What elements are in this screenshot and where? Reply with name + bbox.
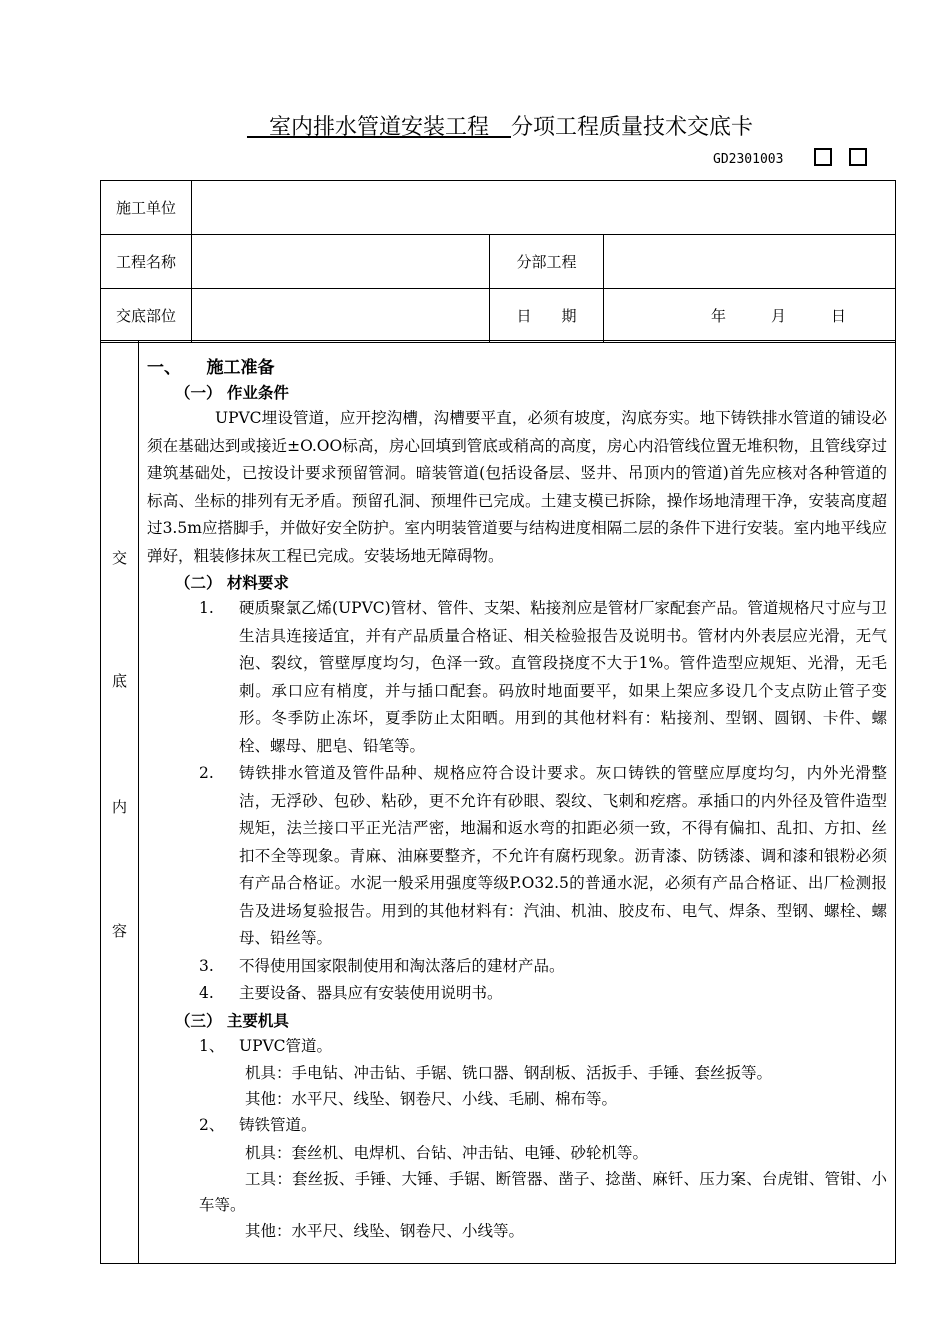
- title-card: 分项工程质量技术交底卡: [511, 115, 754, 140]
- content-body: [147, 353, 887, 1244]
- side-label: 底: [111, 672, 127, 690]
- tool-line: 工具：套丝扳、手锤、大锤、手锯、断管器、凿子、捻凿、麻钎、压力案、台虎钳、管钳、小车等。: [199, 1169, 887, 1214]
- tool-line: 机具：套丝机、电焊机、台钻、冲击钻、电锤、砂轮机等。: [245, 1143, 649, 1162]
- side-label: 容: [111, 922, 127, 940]
- work-conditions-text: UPVC埋设管道，应开挖沟槽，沟槽要平直，必须有坡度，沟底夯实。地下铸铁排水管道的铺设必须在基础达到或接近±O.OO标高，房心回填到管底或稍高的高度，房心内沿管线位置无堆积物，且管线穿过建筑基础处，已按设计要求预留管洞。暗装管道(包括设备层、竖井、吊顶内的管道)首先应核对各种管道的标高、坐标的排列有无矛盾。预留孔洞、预埋件已完成。土建支模已拆除，操作场地清理干净，安装高度超过3.5m应搭脚手，并做好安全防护。室内明装管道要与结构进度相隔二层的条件下进行安装。室内地平线应弹好，粗装修抹灰工程已完成。安装场地无障碍物。: [147, 409, 887, 565]
- title-project: 室内排水管道安装工程: [246, 115, 511, 140]
- unit-field[interactable]: [192, 181, 896, 235]
- subsection-heading: （三） 主要机具: [175, 1010, 289, 1030]
- unit-label: 施工单位: [101, 181, 192, 235]
- list-number: 2.: [199, 764, 214, 782]
- location-label: 交底部位: [101, 289, 192, 343]
- tool-line: 机具：手电钻、冲击钻、手锯、铣口器、钢刮板、活扳手、手锤、套丝扳等。: [245, 1064, 773, 1082]
- list-item: [147, 760, 887, 953]
- list-text: 主要设备、器具应有安装使用说明书。: [239, 984, 503, 1002]
- location-field[interactable]: [192, 289, 490, 343]
- list-number: 4.: [199, 984, 214, 1002]
- subproject-field[interactable]: [604, 235, 896, 289]
- content-section: [100, 340, 896, 1264]
- checkbox-1[interactable]: [814, 148, 832, 166]
- tool-line: 其他：水平尺、线坠、钢卷尺、小线等。: [245, 1221, 525, 1240]
- side-label: 交: [111, 549, 127, 567]
- list-text: UPVC管道。: [239, 1036, 333, 1055]
- side-label: 内: [111, 798, 127, 816]
- tool-line: 其他：水平尺、线坠、钢卷尺、小线、毛刷、棉布等。: [245, 1090, 618, 1108]
- list-item: [147, 1112, 887, 1140]
- list-number: 2、: [199, 1116, 225, 1134]
- subsection-heading: （一） 作业条件: [175, 383, 289, 402]
- list-item: [147, 1033, 887, 1061]
- section-heading: 一、 施工准备: [147, 358, 275, 378]
- date-value[interactable]: 年 月 日: [604, 289, 896, 343]
- project-field[interactable]: [192, 235, 490, 289]
- project-label: 工程名称: [101, 235, 192, 289]
- checkbox-2[interactable]: [849, 148, 867, 166]
- date-label: 日 期: [490, 289, 604, 343]
- doc-code: GD2301003: [713, 152, 784, 167]
- list-item: [147, 980, 887, 1008]
- header-table: [100, 180, 896, 343]
- list-number: 1、: [199, 1036, 225, 1055]
- list-text: 铸铁排水管道及管件品种、规格应符合设计要求。灰口铸铁的管壁应厚度均匀，内外光滑整洁，无浮砂、包砂、粘砂，更不允许有砂眼、裂纹、飞刺和疙瘩。承插口的内外径及管件造型规矩，法兰接口平正光洁严密，地漏和返水弯的扣距必须一致，不得有偏扣、乱扣、方扣、丝扣不全等现象。青麻、油麻要整齐，不允许有腐朽现象。沥青漆、防锈漆、调和漆和银粉必须有产品合格证。水泥一般采用强度等级P.O32.5的普通水泥，必须有产品合格证、出厂检测报告及进场复验报告。用到的其他材料有：汽油、机油、胶皮布、电气、焊条、型钢、螺栓、螺母、铅丝等。: [239, 764, 887, 947]
- list-number: 1.: [199, 599, 214, 617]
- list-text: 铸铁管道。: [239, 1116, 317, 1134]
- subsection-heading: （二） 材料要求: [175, 573, 289, 592]
- list-text: 不得使用国家限制使用和淘汰落后的建材产品。: [239, 956, 565, 975]
- list-item: [147, 595, 887, 760]
- list-item: [147, 953, 887, 981]
- list-text: 硬质聚氯乙烯(UPVC)管材、管件、支架、粘接剂应是管材厂家配套产品。管道规格尺寸应与卫生洁具连接适宜，并有产品质量合格证、相关检验报告及说明书。管材内外表层应光滑，无气泡、裂纹，管壁厚度均匀，色泽一致。直管段挠度不大于1%。管件造型应规矩、光滑，无毛刺。承口应有梢度，并与插口配套。码放时地面要平，如果上架应多设几个支点防止管子变形。冬季防止冻坏，夏季防止太阳晒。用到的其他材料有：粘接剂、型钢、圆钢、卡件、螺栓、螺母、肥皂、铅笔等。: [239, 599, 887, 755]
- page-title: [0, 110, 950, 141]
- list-number: 3.: [199, 956, 214, 975]
- side-label-column: [101, 341, 139, 1263]
- subproject-label: 分部工程: [490, 235, 604, 289]
